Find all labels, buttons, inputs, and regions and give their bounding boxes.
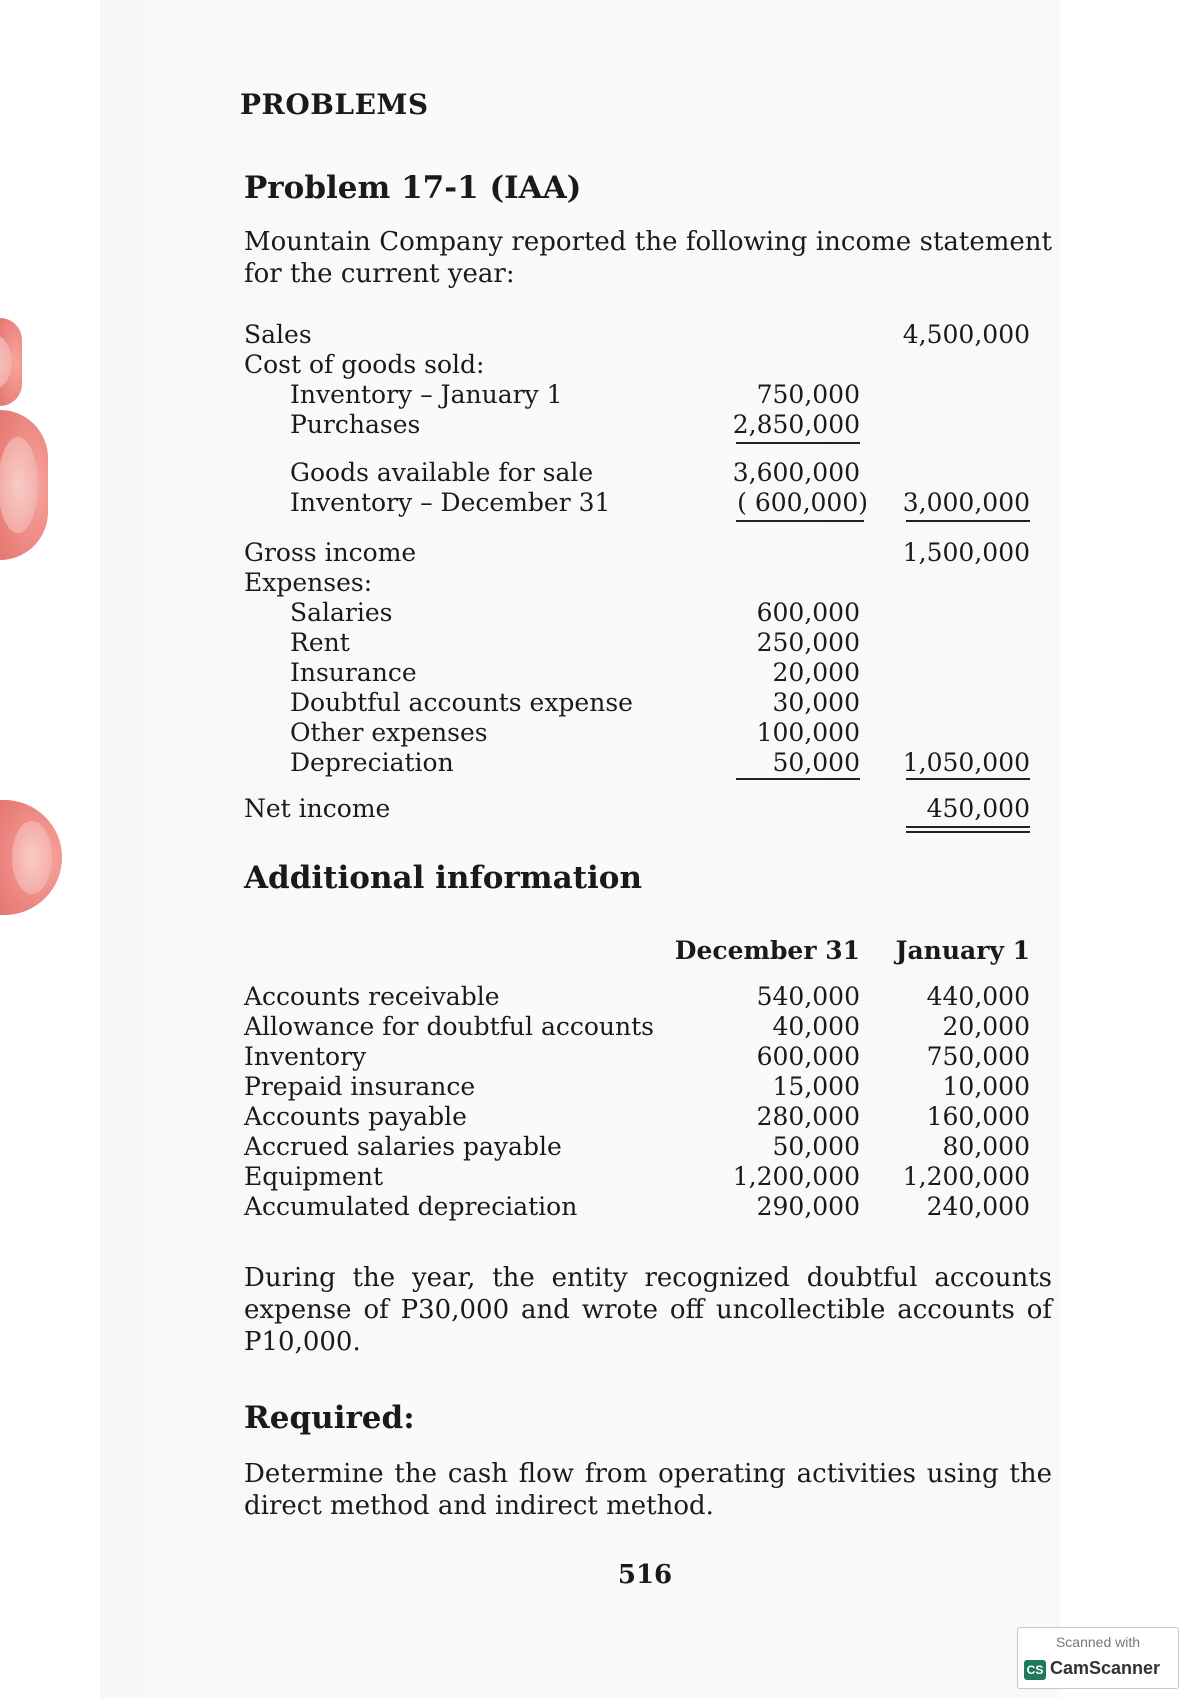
table-row-label: Accumulated depreciation bbox=[244, 1192, 578, 1221]
gross-label: Gross income bbox=[244, 538, 417, 567]
purchases-underline bbox=[736, 442, 860, 444]
col-header-jan: January 1 bbox=[895, 936, 1030, 965]
doubtful-amount: 30,000 bbox=[772, 688, 860, 717]
sales-total: 4,500,000 bbox=[902, 320, 1030, 349]
col-header-dec: December 31 bbox=[674, 936, 860, 965]
cogs-total: 3,000,000 bbox=[902, 488, 1030, 517]
salaries-label: Salaries bbox=[290, 598, 393, 627]
rent-amount: 250,000 bbox=[756, 628, 860, 657]
required-paragraph: Determine the cash flow from operating activities using the direct method and indirect method. bbox=[244, 1459, 1052, 1521]
table-row-dec: 50,000 bbox=[772, 1132, 860, 1161]
depreciation-underline bbox=[736, 778, 860, 780]
net-double-underline-1 bbox=[906, 826, 1030, 828]
table-row-jan: 240,000 bbox=[926, 1192, 1030, 1221]
table-row-dec: 600,000 bbox=[756, 1042, 860, 1071]
table-row-jan: 750,000 bbox=[926, 1042, 1030, 1071]
finger-middle bbox=[0, 410, 48, 560]
table-row-label: Accrued salaries payable bbox=[244, 1132, 562, 1161]
camscanner-badge bbox=[1017, 1627, 1179, 1689]
doubtful-label: Doubtful accounts expense bbox=[290, 688, 633, 717]
finger-top bbox=[0, 318, 22, 406]
table-row-jan: 20,000 bbox=[942, 1012, 1030, 1041]
net-total: 450,000 bbox=[926, 794, 1030, 823]
cogs-total-underline bbox=[906, 520, 1030, 522]
gafs-label: Goods available for sale bbox=[290, 458, 594, 487]
table-row-jan: 1,200,000 bbox=[902, 1162, 1030, 1191]
table-row-dec: 280,000 bbox=[756, 1102, 860, 1131]
gafs-amount: 3,600,000 bbox=[732, 458, 860, 487]
inv-dec-label: Inventory – December 31 bbox=[290, 488, 611, 517]
expenses-total: 1,050,000 bbox=[902, 748, 1030, 777]
net-double-underline-2 bbox=[906, 831, 1030, 833]
gross-total: 1,500,000 bbox=[902, 538, 1030, 567]
table-row-label: Accounts receivable bbox=[244, 982, 500, 1011]
section-heading: PROBLEMS bbox=[240, 88, 429, 121]
table-row-jan: 440,000 bbox=[926, 982, 1030, 1011]
badge-brand: CamScanner bbox=[1050, 1658, 1161, 1678]
table-row-jan: 10,000 bbox=[942, 1072, 1030, 1101]
sales-label: Sales bbox=[244, 320, 312, 349]
table-row-dec: 1,200,000 bbox=[732, 1162, 860, 1191]
intro-paragraph: Mountain Company reported the following income statement for the current year: bbox=[244, 227, 1052, 289]
salaries-amount: 600,000 bbox=[756, 598, 860, 627]
table-row-dec: 15,000 bbox=[772, 1072, 860, 1101]
other-label: Other expenses bbox=[290, 718, 488, 747]
rent-label: Rent bbox=[290, 628, 350, 657]
badge-caption: Scanned with bbox=[1055, 1634, 1141, 1650]
purchases-amount: 2,850,000 bbox=[732, 410, 860, 439]
table-row-dec: 540,000 bbox=[756, 982, 860, 1011]
during-year-paragraph: During the year, the entity recognized doubtful accounts expense of P30,000 and wrote off uncollectible accounts of P10,000. bbox=[244, 1263, 1052, 1357]
inv-jan-label: Inventory – January 1 bbox=[290, 380, 563, 409]
table-row-dec: 290,000 bbox=[756, 1192, 860, 1221]
additional-heading: Additional information bbox=[244, 860, 643, 896]
camscanner-logo-icon: CS bbox=[1024, 1660, 1046, 1680]
table-row-label: Prepaid insurance bbox=[244, 1072, 476, 1101]
insurance-label: Insurance bbox=[290, 658, 417, 687]
inv-jan-amount: 750,000 bbox=[756, 380, 860, 409]
problem-title: Problem 17-1 (IAA) bbox=[244, 170, 582, 206]
table-row-label: Equipment bbox=[244, 1162, 384, 1191]
table-row-label: Allowance for doubtful accounts bbox=[244, 1012, 654, 1041]
other-amount: 100,000 bbox=[756, 718, 860, 747]
inv-dec-amount: ( 600,000) bbox=[737, 488, 868, 517]
inv-dec-underline bbox=[736, 520, 864, 522]
depreciation-amount: 50,000 bbox=[772, 748, 860, 777]
table-row-jan: 80,000 bbox=[942, 1132, 1030, 1161]
cogs-header: Cost of goods sold: bbox=[244, 350, 485, 379]
purchases-label: Purchases bbox=[290, 410, 421, 439]
insurance-amount: 20,000 bbox=[772, 658, 860, 687]
net-label: Net income bbox=[244, 794, 391, 823]
expenses-total-underline bbox=[906, 778, 1030, 780]
finger-bottom bbox=[0, 800, 62, 915]
table-row-label: Inventory bbox=[244, 1042, 367, 1071]
table-row-label: Accounts payable bbox=[244, 1102, 467, 1131]
required-heading: Required: bbox=[244, 1400, 415, 1436]
page-number: 516 bbox=[617, 1560, 673, 1590]
depreciation-label: Depreciation bbox=[290, 748, 454, 777]
table-row-dec: 40,000 bbox=[772, 1012, 860, 1041]
expenses-header: Expenses: bbox=[244, 568, 373, 597]
table-row-jan: 160,000 bbox=[926, 1102, 1030, 1131]
